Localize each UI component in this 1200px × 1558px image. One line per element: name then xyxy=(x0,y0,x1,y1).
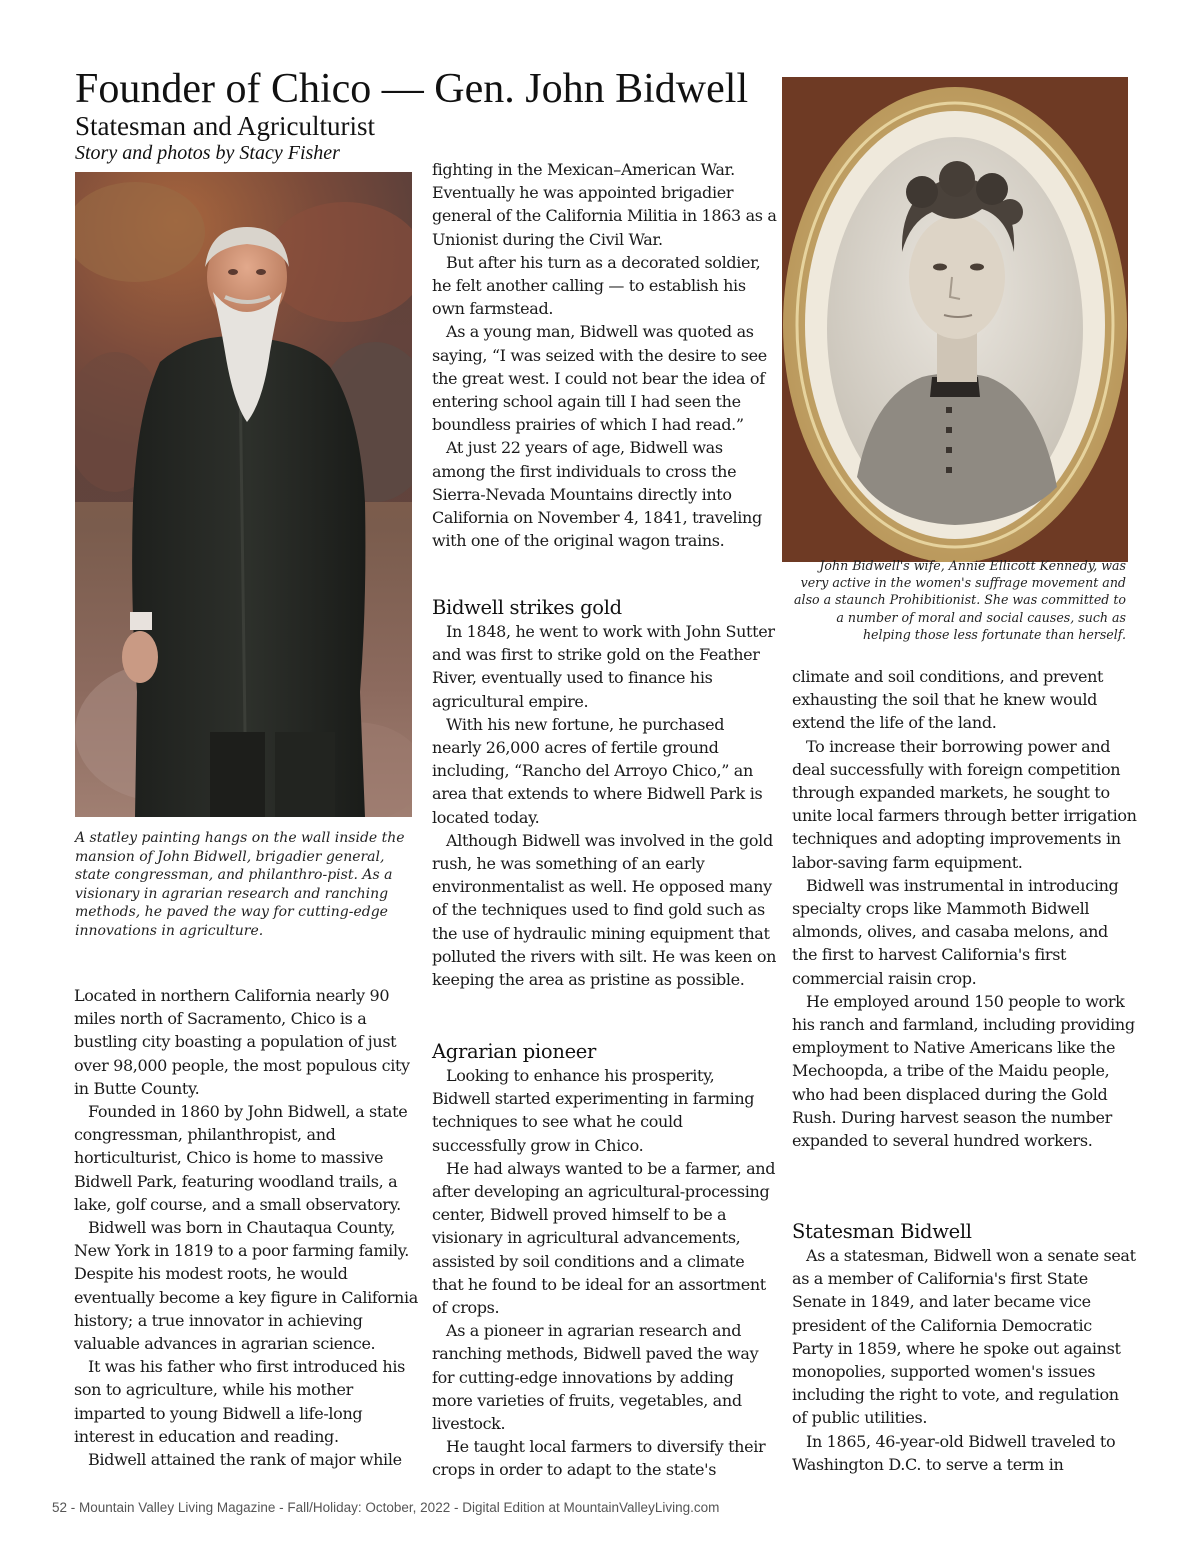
article-column-1 xyxy=(74,984,419,1471)
byline: Story and photos by Stacy Fisher xyxy=(75,142,340,164)
article-column-2-intro xyxy=(432,158,777,552)
bidwell-painting-photo xyxy=(75,172,412,817)
paragraph: He taught local farmers to diversify their crops in order to adapt to the state's xyxy=(432,1437,766,1480)
paragraph: But after his turn as a decorated soldier, he felt another calling — to establish his own farmstead. xyxy=(432,252,761,319)
page-footer: 52 - Mountain Valley Living Magazine - Fall/Holiday: October, 2022 - Digital Edition at MountainValleyLiving.com xyxy=(52,1500,720,1515)
paragraph: He had always wanted to be a farmer, and after developing an agricultural-processing center, Bidwell proved himself to be a visionary in agricultural advancements, assisted by soil conditions and a climate that he found to be ideal for an assortment of crops. xyxy=(432,1158,776,1318)
paragraph: With his new fortune, he purchased nearly 26,000 acres of fertile ground including, “Rancho del Arroyo Chico,” an area that extends to where Bidwell Park is located today. xyxy=(432,714,763,827)
paragraph: Bidwell was instrumental in introducing specialty crops like Mammoth Bidwell almonds, olives, and casaba melons, and the first to harvest California's first commercial raisin crop. xyxy=(792,875,1119,988)
paragraph: Looking to enhance his prosperity, Bidwell started experimenting in farming techniques to see what he could successfully grow in Chico. xyxy=(432,1066,755,1155)
paragraph: fighting in the Mexican–American War. Eventually he was appointed brigadier general of the California Militia in 1863 as a Unionist during the Civil War. xyxy=(432,160,777,249)
paragraph: To increase their borrowing power and deal successfully with foreign competition through expanded markets, he sought to unite local farmers through better irrigation techniques and adopting improvements in labor-saving farm equipment. xyxy=(792,736,1137,872)
paragraph: Bidwell was born in Chautaqua County, New York in 1819 to a poor farming family. Despite his modest roots, he would eventually become a key figure in California history; a true innovator in achieving valuable advances in agrarian science. xyxy=(74,1218,418,1354)
paragraph: Bidwell attained the rank of major while xyxy=(88,1450,402,1470)
section-heading: Agrarian pioneer xyxy=(432,1040,597,1063)
paragraph: As a pioneer in agrarian research and ranching methods, Bidwell paved the way for cutting-edge innovations by adding more varieties of fruits, vegetables, and livestock. xyxy=(432,1321,759,1434)
section-heading: Bidwell strikes gold xyxy=(432,596,622,619)
paragraph: Located in northern California nearly 90 miles north of Sacramento, Chico is a bustling city boasting a population of just over 98,000 people, the most populous city in Butte County. xyxy=(74,986,410,1098)
paragraph: In 1865, 46-year-old Bidwell traveled to Washington D.C. to serve a term in xyxy=(792,1431,1116,1474)
paragraph: Although Bidwell was involved in the gold rush, he was something of an early environmentalist as well. He opposed many of the techniques used to find gold such as the use of hydraulic mining equipment that polluted the rivers with silt. He was keen on keeping the area as pristine as possible. xyxy=(432,830,777,990)
portrait-caption: John Bidwell's wife, Annie Ellicott Kennedy, was very active in the women's suffrage movement and also a staunch Prohibitionist. She was committed to a number of moral and social causes, such as helping those less fortunate than herself. xyxy=(794,558,1126,642)
paragraph: climate and soil conditions, and prevent exhausting the soil that he knew would extend the life of the land. xyxy=(792,667,1104,733)
paragraph: As a statesman, Bidwell won a senate seat as a member of California's first State Senate in 1849, and later became vice president of the California Democratic Party in 1859, where he spoke out against monopolies, supported women's issues including the right to vote, and regulation of public utilities. xyxy=(792,1246,1136,1428)
paragraph: In 1848, he went to work with John Sutter and was first to strike gold on the Feather River, eventually used to finance his agricultural empire. xyxy=(432,622,775,711)
paragraph: At just 22 years of age, Bidwell was among the first individuals to cross the Sierra-Nevada Mountains directly into California on November 4, 1841, traveling with one of the original wagon trains. xyxy=(432,438,762,551)
paragraph: Founded in 1860 by John Bidwell, a state congressman, philanthropist, and horticulturist, Chico is home to massive Bidwell Park, featuring woodland trails, a lake, golf course, and a small observatory. xyxy=(74,1102,408,1214)
section-agrarian-pioneer xyxy=(432,1040,777,1482)
article-title: Founder of Chico — Gen. John Bidwell xyxy=(75,66,749,112)
paragraph: As a young man, Bidwell was quoted as saying, “I was seized with the desire to see the great west. I could not bear the idea of entering school again till I had seen the boundless prairies of which I had read.” xyxy=(432,322,767,435)
article-subtitle: Statesman and Agriculturist xyxy=(75,111,375,141)
paragraph: He employed around 150 people to work his ranch and farmland, including providing employment to Native Americans like the Mechoopda, a tribe of the Maidu people, who had been displaced during the Gold Rush. During harvest season the number expanded to several hundred workers. xyxy=(792,991,1135,1151)
painting-caption: A statley painting hangs on the wall inside the mansion of John Bidwell, brigadier general, state congressman, and philanthro-pist. As a visionary in agrarian research and ranching methods, he paved the way for cutting-edge innovations in agriculture. xyxy=(75,830,405,939)
article-column-3-intro xyxy=(792,665,1137,1152)
section-bidwell-strikes-gold xyxy=(432,596,777,991)
section-heading: Statesman Bidwell xyxy=(792,1220,972,1243)
section-statesman-bidwell xyxy=(792,1220,1137,1476)
annie-kennedy-portrait-photo xyxy=(782,77,1128,562)
paragraph: It was his father who first introduced his son to agriculture, while his mother imparted to young Bidwell a life-long interest in education and reading. xyxy=(74,1357,405,1446)
